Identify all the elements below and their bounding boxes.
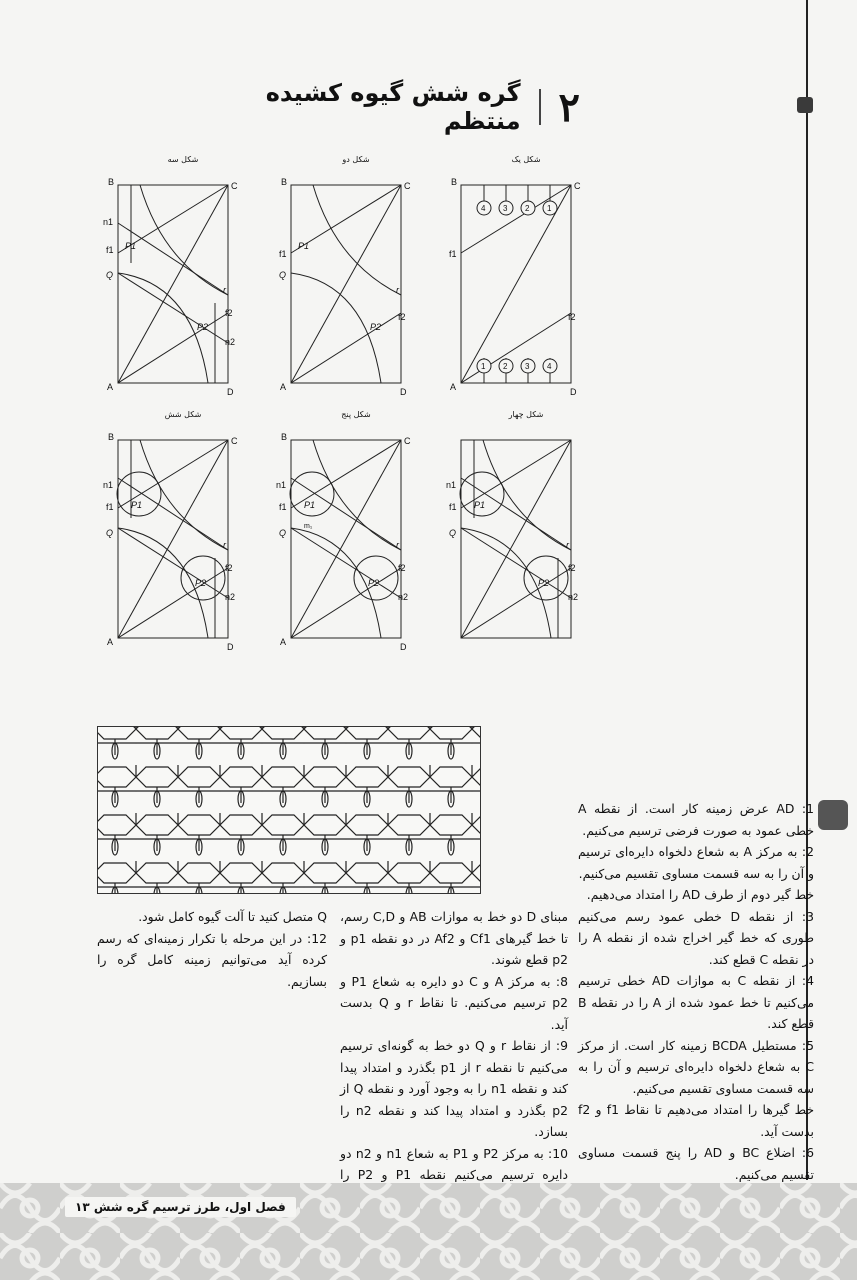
label-n2: n2 [398,592,409,602]
label-P2: P2 [368,578,380,588]
figure-1 [446,155,606,408]
label-n1: n1 [103,217,114,227]
figure-drawing [276,418,436,663]
label-Q: Q [279,270,287,280]
paragraph: 8: به مرکز A و C دو دایره به شعاع P1 و p2 ترسیم می‌کنیم. تا نقاط r و Q بدست آید. [340,973,568,1032]
label-f1: f1 [279,502,287,512]
label-A: A [107,382,114,392]
paragraph: 2: به مرکز A به شعاع دلخواه دایره‌ای ترسیم و آن را به سه قسمت مساوی تقسیم می‌کنیم. [578,844,814,881]
label-C: C [404,436,411,446]
figure-caption: شکل پنج [341,410,371,419]
chapter-number: ۲ [558,83,580,131]
figure-drawing [446,418,606,663]
figure-6 [103,410,263,663]
label-r: r [396,540,399,550]
paragraph: 6: اضلاع BC و AD را پنج قسمت مساوی تقسیم می‌کنیم. [578,1145,814,1182]
label-A: A [107,637,114,647]
figure-caption: شکل دو [342,155,370,164]
marker-4: 4 [547,362,552,371]
figure-caption: شکل چهار [508,410,544,419]
marker-2: 2 [525,204,530,213]
label-A: A [450,382,457,392]
label-m1: m₁ [304,523,313,530]
figure-5 [276,410,436,663]
label-r: r [223,285,226,295]
label-f1: f1 [106,502,114,512]
figure-drawing [276,163,436,408]
figure-caption: شکل سه [167,155,199,164]
label-n1: n1 [276,480,287,490]
label-P2: P2 [197,322,209,332]
label-P2: P2 [195,578,207,588]
figure-drawing [103,418,263,663]
label-f2: f2 [398,563,406,573]
label-f2: f2 [568,563,576,573]
label-f1: f1 [449,502,457,512]
marker-1: 1 [547,204,552,213]
text-column-right [578,798,814,1228]
label-f2: f2 [398,312,406,322]
label-r: r [396,285,399,295]
figure-2 [276,155,436,408]
label-r: r [566,540,569,550]
label-P1: P1 [298,241,310,251]
label-C: C [574,181,581,191]
label-C: C [231,436,238,446]
label-P2: P2 [370,322,382,332]
marker-2: 2 [503,362,508,371]
label-B: B [108,432,115,442]
paragraph: 4: از نقطه C به موازات AD خطی ترسیم می‌کنیم تا خط عمود شده از A را در نقطه B قطع کند. [578,973,814,1031]
text-column-left [97,906,327,992]
label-B: B [108,177,115,187]
paragraph: 9: از نقاط r و Q دو خط به گونه‌ای ترسیم می‌کنیم تا نقطه r از p1 بگذرد و امتداد پیدا کند و نقطه n1 را به وجود آورد و نقطه Q از p2 بگذرد و امتداد پیدا کند و نقطه n2 را بسازد. [340,1038,569,1139]
paragraph: 3: از نقطه D خطی عمود رسم می‌کنیم طوری که خط گیر اخراج شده از نقطه A را در نقطه C قطع کند. [578,908,814,967]
chapter-title: گره شش گیوه کشیده منتظم [265,79,521,135]
label-D: D [570,387,577,397]
page-title [190,79,580,135]
label-f2: f2 [225,308,233,318]
label-D: D [227,387,234,397]
footer-label-text: فصل اول، طرز ترسیم گره شش [93,1200,286,1214]
paragraph: 10: به مرکز P2 و P1 به شعاع n1 و n2 دو دایره ترسیم می‌کنیم نقطه P1 و P2 را [340,1145,568,1182]
label-f2: f2 [568,312,576,322]
label-Q: Q [279,528,287,538]
label-P2: P2 [538,578,550,588]
figure-drawing [446,163,606,408]
marker-4: 4 [481,204,486,213]
label-n2: n2 [225,337,236,347]
label-C: C [231,181,238,191]
label-B: B [281,177,288,187]
label-n1: n1 [103,480,114,490]
label-P1: P1 [125,241,137,251]
paragraph: 5: مستطیل BCDA زمینه کار است. از مرکز C به شعاع دلخواه دایره‌ای ترسیم و آن را به سه قسمت مساوی تقسیم می‌کنیم. [578,1037,814,1096]
marker-3: 3 [525,362,530,371]
figure-drawing [103,163,263,408]
paragraph: مبنای D دو خط به موازات AB و C,D رسم، تا خط گیرهای Cf1 و Af2 در دو نقطه p1 و p2 قطع شوند. [340,909,568,967]
label-n2: n2 [568,592,579,602]
label-f1: f1 [106,245,114,255]
label-Q: Q [106,270,114,280]
footer-page-number: ۱۳ [75,1200,90,1214]
footer-chapter-label [65,1197,296,1217]
label-C: C [404,181,411,191]
label-B: B [451,177,458,187]
label-n1: n1 [446,480,457,490]
label-B: B [281,432,288,442]
chapter-marker-icon [797,97,813,113]
label-D: D [400,642,407,652]
paragraph: Q متصل کنید تا آلت گیوه کامل شود. [138,909,327,924]
hexagon-pattern-image [97,726,481,894]
pattern-drawing [98,727,480,893]
figure-3 [103,155,263,408]
paragraph: خط گیرها را امتداد می‌دهیم تا نقاط f1 و f2 بدست آید. [578,1102,814,1139]
figure-caption: شکل شش [164,410,202,419]
label-P1: P1 [131,500,143,510]
label-f2: f2 [225,563,233,573]
figure-4 [446,410,606,663]
label-D: D [400,387,407,397]
marker-1: 1 [481,362,486,371]
label-f1: f1 [449,249,457,259]
paragraph: 12: در این مرحله با تکرار زمینه‌ای که رسم کرده آید می‌توانیم زمینه کامل گره را بسازیم. [97,930,327,989]
figure-caption: شکل یک [511,155,541,164]
label-P1: P1 [304,500,316,510]
label-A: A [280,382,287,392]
title-divider [539,89,541,125]
label-Q: Q [449,528,457,538]
label-f1: f1 [279,249,287,259]
label-P1: P1 [474,500,486,510]
label-D: D [227,642,234,652]
label-A: A [280,637,287,647]
steps-marker-icon [818,800,848,830]
paragraph: 1: AD عرض زمینه کار است. از نقطه A خطی عمود به صورت فرضی ترسیم می‌کنیم. [578,801,814,838]
paragraph: خط گیر دوم از طرف AD را امتداد می‌دهیم. [586,887,814,902]
label-n2: n2 [225,592,236,602]
marker-3: 3 [503,204,508,213]
label-Q: Q [106,528,114,538]
label-r: r [223,540,226,550]
